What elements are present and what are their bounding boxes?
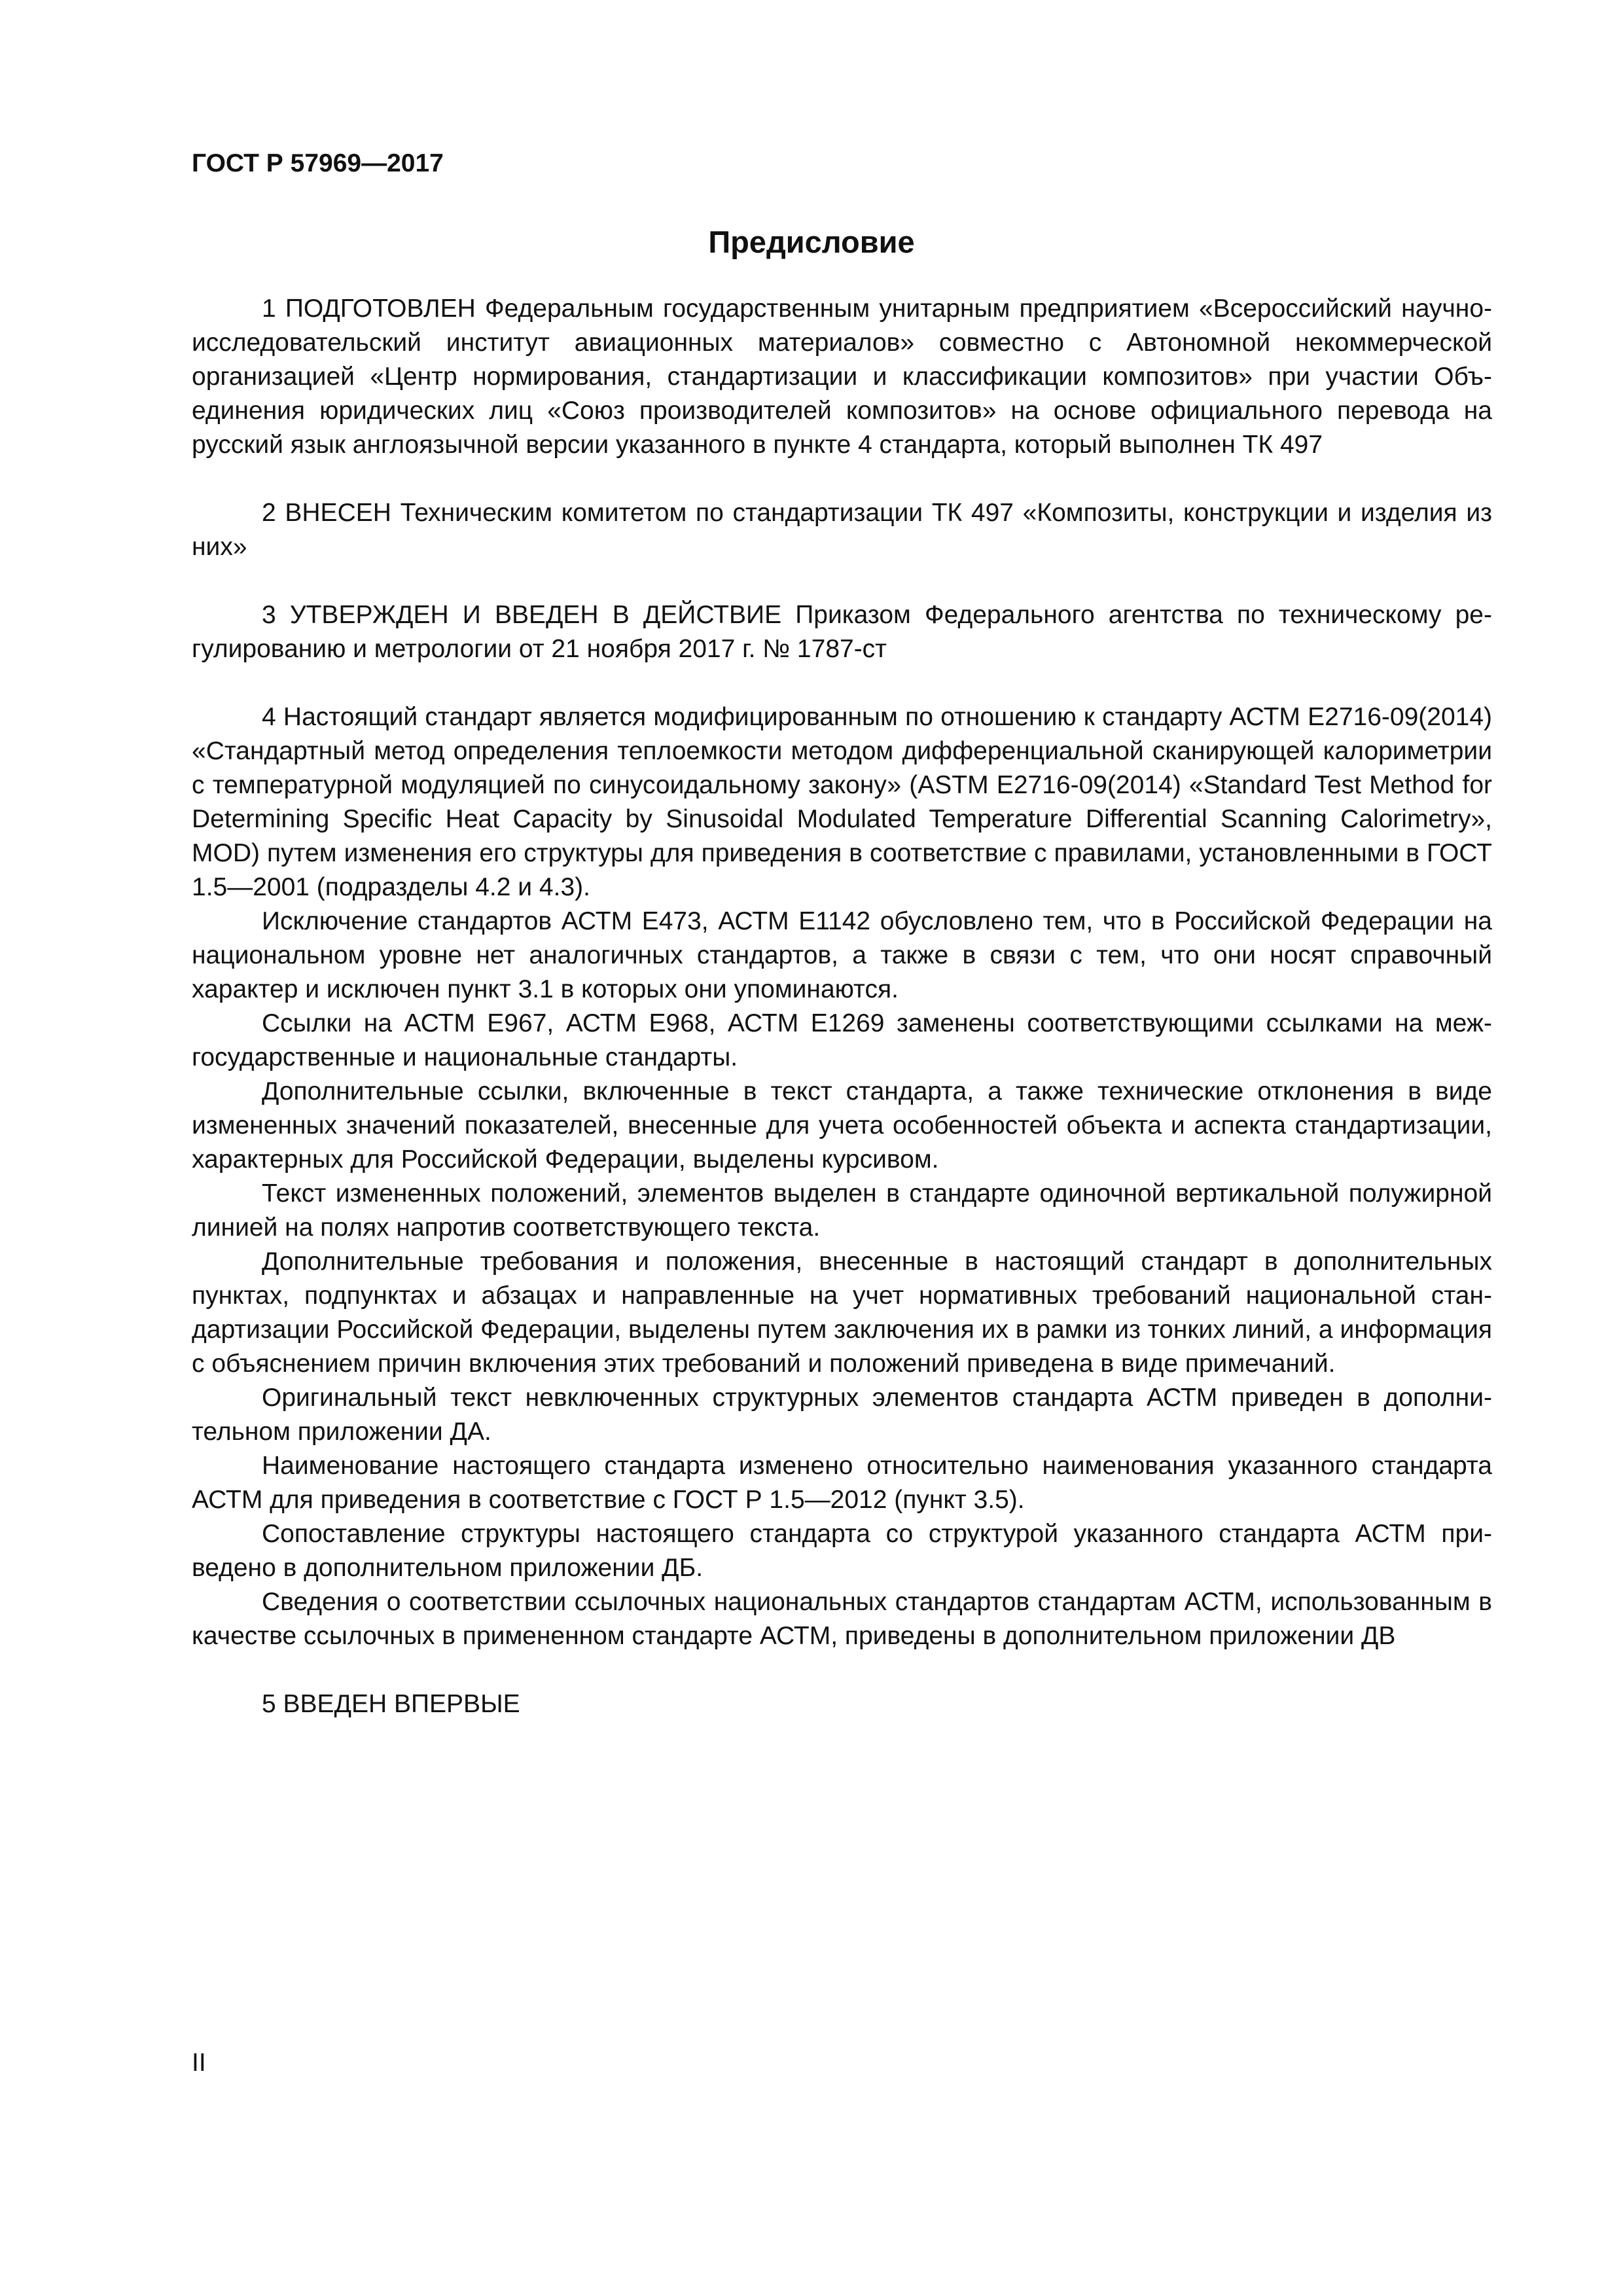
preface-paragraph: Исключение стандартов АСТМ Е473, АСТМ Е1142 обусловлено тем, что в Российской Федерации на национальном уровне нет аналогичных стандартов, а также в связи с тем, что они носят справочный характер и исключен пункт 3.1 в которых они упоминаются. xyxy=(192,907,1492,1003)
document-code: ГОСТ Р 57969—2017 xyxy=(192,149,444,177)
preface-paragraph: Сведения о соответствии ссылочных национальных стандартов стандартам АСТМ, использованным в качестве ссылочных в примененном стандарте АСТМ, приведены в дополнительном приложении ДВ xyxy=(192,1588,1492,1650)
preface-paragraph: Дополнительные требования и положения, внесенные в настоящий стандарт в дополнительных пунктах, подпунктах и абзацах и направленные на учет нормативных требований национальной стандартизации Российской Федерации, выделены путем заключения их в рамки из тонких линий, а информация с объяснением причин включения этих требований и положений приведена в виде примечаний. xyxy=(192,1247,1492,1378)
preface-paragraph: 2 ВНЕСЕН Техническим комитетом по стандартизации ТК 497 «Композиты, конструкции и изделия из них» xyxy=(192,499,1492,561)
preface-paragraph: Дополнительные ссылки, включенные в текст стандарта, а также технические отклонения в виде измененных значений показателей, внесенные для учета особенностей объекта и аспекта стандартизации, характерных для Российской Федерации, выделены курсивом. xyxy=(192,1077,1492,1174)
preface-paragraph: 5 ВВЕДЕН ВПЕРВЫЕ xyxy=(262,1690,520,1718)
preface-item-3 xyxy=(192,598,1492,666)
preface-paragraph: 4 Настоящий стандарт является модифицированным по отношению к стандарту АСТМ Е2716-09(2014) «Стандартный метод определения теплоемкости методом дифференциальной сканирующей калориметрии с температурной модуляцией по синусоидальному закону» (ASTM E2716-09(2014) «Standard Test Method for Determining Specific Heat Capacity by Sinusoidal Modulated Temperature Differential Scanning Calorimetry», MOD) путем изменения его структуры для приведения в соответствие с правилами, установленными в ГОСТ 1.5—2001 (подразделы 4.2 и 4.3). xyxy=(192,703,1492,901)
preface-item-2 xyxy=(192,496,1492,564)
preface-paragraph: Текст измененных положений, элементов выделен в стандарте одиночной вертикальной полужирной линией на полях напротив соответствующего текста. xyxy=(192,1179,1492,1242)
preface-body xyxy=(192,292,1492,1721)
preface-item-1 xyxy=(192,292,1492,462)
preface-item-4 xyxy=(192,700,1492,1653)
preface-item-5 xyxy=(192,1687,1492,1721)
preface-paragraph: Сопоставление структуры настоящего стандарта со структурой указанного стандарта АСТМ приведено в дополнительном приложении ДБ. xyxy=(192,1520,1492,1582)
preface-paragraph: Ссылки на АСТМ Е967, АСТМ Е968, АСТМ Е1269 заменены соответствующими ссылками на межгосударственные и национальные стандарты. xyxy=(192,1009,1492,1071)
preface-paragraph: Оригинальный текст невключенных структурных элементов стандарта АСТМ приведен в дополнительном приложении ДА. xyxy=(192,1384,1492,1446)
page-title: Предисловие xyxy=(708,224,915,259)
preface-paragraph: Наименование настоящего стандарта изменено относительно наименования указанного стандарта АСТМ для приведения в соответствие с ГОСТ Р 1.5—2012 (пункт 3.5). xyxy=(192,1452,1492,1514)
page-number: II xyxy=(192,2049,206,2077)
preface-paragraph: 1 ПОДГОТОВЛЕН Федеральным государственным унитарным предприятием «Всероссийский научно-исследовательский институт авиационных материалов» совместно с Автономной некоммерческой организацией «Центр нормирования, стандартизации и классификации композитов» при участии Объединения юридических лиц «Союз производителей композитов» на основе официального перевода на русский язык англоязычной версии указанного в пункте 4 стандарта, который выполнен ТК 497 xyxy=(192,295,1492,459)
preface-paragraph: 3 УТВЕРЖДЕН И ВВЕДЕН В ДЕЙСТВИЕ Приказом Федерального агентства по техническому регулированию и метрологии от 21 ноября 2017 г. № 1787-ст xyxy=(192,601,1492,663)
